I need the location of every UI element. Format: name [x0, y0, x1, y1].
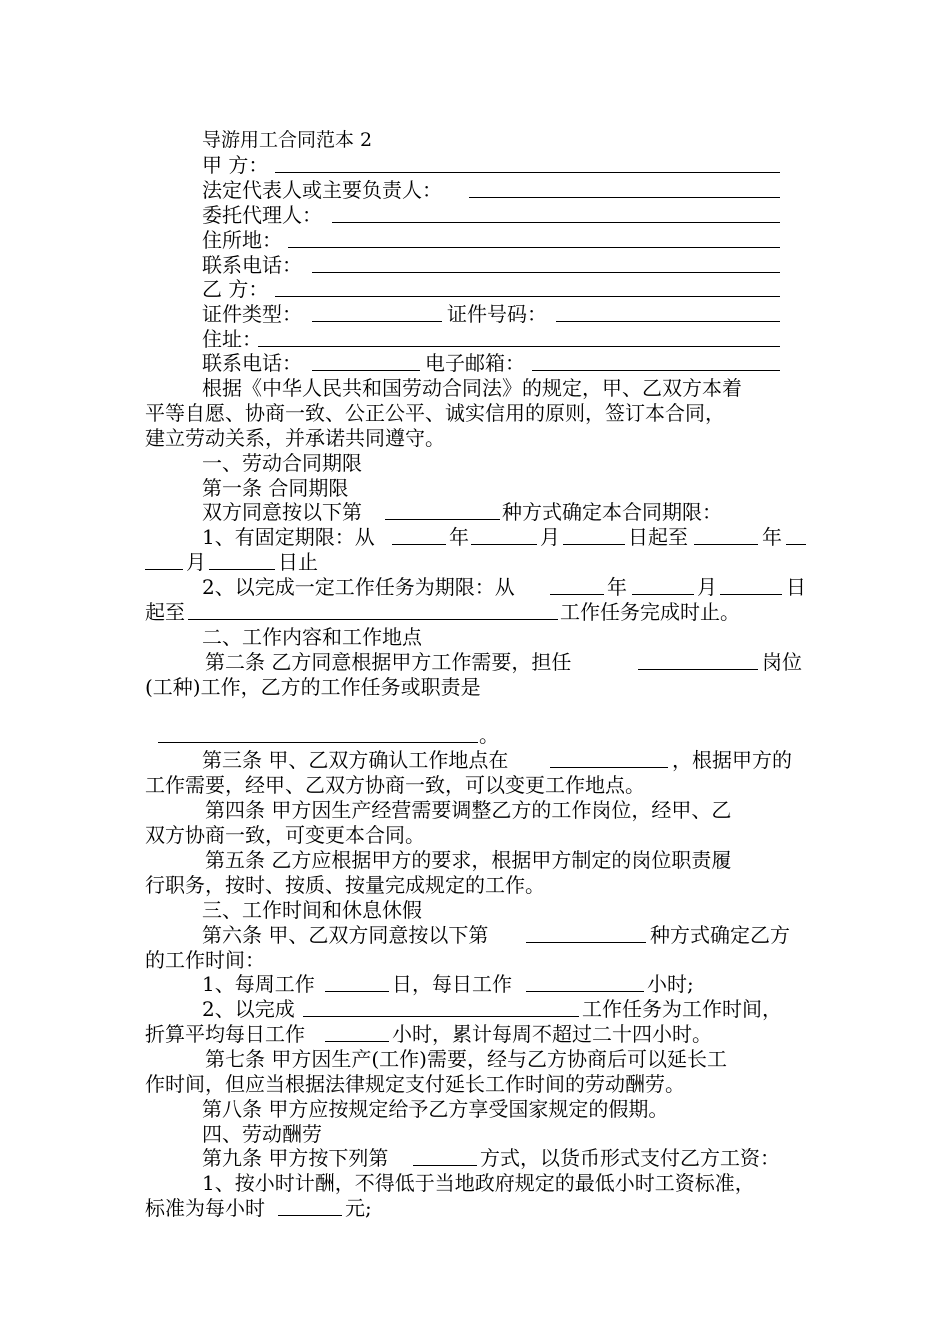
party-a-address-blank[interactable]	[288, 247, 780, 248]
art9-opt1-c: 元;	[345, 1196, 372, 1220]
art2-duty-blank[interactable]	[158, 742, 478, 743]
art3-line-a: 第三条 甲、乙双方确认工作地点在	[202, 748, 509, 772]
art5-line-b: 行职务，按时、按质、按量完成规定的工作。	[145, 873, 545, 897]
art6-opt2-d: 小时，累计每周不超过二十四小时。	[392, 1022, 712, 1046]
art6-line-c: 的工作时间：	[145, 948, 265, 972]
party-a-phone-label: 联系电话：	[202, 253, 302, 277]
art2-position-blank[interactable]	[638, 669, 758, 670]
art6-hours-blank[interactable]	[526, 991, 644, 992]
opt1-year1-blank[interactable]	[392, 544, 446, 545]
opt2-day-label: 日	[786, 575, 806, 599]
art9-line-b: 方式，以货币形式支付乙方工资：	[480, 1146, 780, 1170]
art1-intro-b: 种方式确定本合同期限：	[502, 500, 722, 524]
opt1-month2-blank-b[interactable]	[145, 569, 183, 570]
art6-line-b: 种方式确定乙方	[650, 923, 790, 947]
art2-line-a: 第二条 乙方同意根据甲方工作需要，担任	[205, 650, 572, 674]
party-a-rep-label: 法定代表人或主要负责人：	[202, 178, 442, 202]
party-b-address-label: 住址：	[202, 327, 262, 351]
art1-opt2-c: 工作任务完成时止。	[560, 600, 740, 624]
party-b-phone-label: 联系电话：	[202, 351, 302, 375]
opt1-day1-blank[interactable]	[563, 544, 625, 545]
art6-avg-hours-blank[interactable]	[325, 1041, 389, 1042]
page-title: 导游用工合同范本 2	[202, 129, 373, 151]
party-a-label: 甲 方：	[202, 153, 269, 177]
party-b-address-blank[interactable]	[258, 346, 780, 347]
party-b-blank[interactable]	[275, 296, 780, 297]
opt2-month-label: 月	[697, 575, 717, 599]
art2-line-c: (工种)工作，乙方的工作任务或职责是	[145, 675, 481, 699]
art6-method-blank[interactable]	[526, 942, 646, 943]
party-b-id-type-blank[interactable]	[312, 321, 442, 322]
section-2-heading: 二、工作内容和工作地点	[202, 625, 422, 649]
opt1-month2-blank-a[interactable]	[786, 544, 806, 545]
art4-line-a: 第四条 甲方因生产经营需要调整乙方的工作岗位，经甲、乙	[205, 798, 732, 822]
preamble-line-3: 建立劳动关系，并承诺共同遵守。	[145, 426, 445, 450]
art9-hourly-rate-blank[interactable]	[278, 1215, 342, 1216]
party-b-id-no-label: 证件号码：	[447, 302, 547, 326]
art9-opt1-a: 1、按小时计酬，不得低于当地政府规定的最低小时工资标准，	[202, 1171, 755, 1195]
art6-opt1-c: 小时;	[647, 972, 694, 996]
party-a-agent-blank[interactable]	[332, 222, 780, 223]
party-a-blank[interactable]	[275, 172, 780, 173]
party-a-agent-label: 委托代理人：	[202, 203, 322, 227]
art1-opt1-a: 1、有固定期限：从	[202, 525, 375, 549]
section-1-heading: 一、劳动合同期限	[202, 451, 362, 475]
opt1-month1-blank[interactable]	[471, 544, 537, 545]
art6-opt2-a: 2、以完成	[202, 997, 295, 1021]
party-a-address-label: 住所地：	[202, 228, 282, 252]
party-b-email-blank[interactable]	[532, 370, 780, 371]
art9-opt1-b: 标准为每小时	[145, 1196, 265, 1220]
opt1-month1-label: 月	[540, 525, 560, 549]
opt1-year2-blank[interactable]	[694, 544, 758, 545]
art1-method-blank[interactable]	[385, 519, 500, 520]
party-b-email-label: 电子邮箱：	[425, 351, 525, 375]
article-1-title: 第一条 合同期限	[202, 476, 349, 500]
opt1-day1-label: 日起至	[628, 525, 688, 549]
opt1-month2-label: 月	[186, 550, 206, 574]
art1-opt2-b: 起至	[145, 600, 185, 624]
art9-method-blank[interactable]	[413, 1165, 477, 1166]
party-b-phone-blank[interactable]	[312, 370, 420, 371]
opt2-day-blank[interactable]	[720, 594, 782, 595]
art2-line-b: 岗位	[762, 650, 802, 674]
party-a-rep-blank[interactable]	[469, 197, 780, 198]
opt2-year-blank[interactable]	[550, 594, 604, 595]
opt1-day2-blank[interactable]	[209, 569, 275, 570]
art6-opt1-a: 1、每周工作	[202, 972, 315, 996]
party-b-label: 乙 方：	[202, 277, 269, 301]
art1-intro-a: 双方同意按以下第	[202, 500, 362, 524]
party-b-id-type-label: 证件类型：	[202, 302, 302, 326]
art4-line-b: 双方协商一致，可变更本合同。	[145, 823, 425, 847]
party-b-id-no-blank[interactable]	[556, 321, 780, 322]
opt2-task-blank[interactable]	[188, 619, 558, 620]
art6-opt2-c: 折算平均每日工作	[145, 1022, 305, 1046]
preamble-line-2: 平等自愿、协商一致、公正公平、诚实信用的原则，签订本合同，	[145, 401, 725, 425]
art6-line-a: 第六条 甲、乙双方同意按以下第	[202, 923, 489, 947]
art6-task-blank[interactable]	[303, 1016, 579, 1017]
art6-opt2-b: 工作任务为工作时间，	[582, 997, 782, 1021]
section-4-heading: 四、劳动酬劳	[202, 1122, 322, 1146]
preamble-line-1: 根据《中华人民共和国劳动合同法》的规定，甲、乙双方本着	[202, 376, 742, 400]
art5-line-a: 第五条 乙方应根据甲方的要求，根据甲方制定的岗位职责履	[205, 848, 732, 872]
opt1-end-label: 日止	[278, 550, 318, 574]
art8-line: 第八条 甲方应按规定给予乙方享受国家规定的假期。	[202, 1097, 669, 1121]
opt1-year2-label: 年	[762, 525, 782, 549]
art1-opt2-a: 2、以完成一定工作任务为期限：从	[202, 575, 515, 599]
section-3-heading: 三、工作时间和休息休假	[202, 898, 422, 922]
art7-line-b: 作时间，但应当根据法律规定支付延长工作时间的劳动酬劳。	[145, 1072, 685, 1096]
art3-line-b: ，根据甲方的	[672, 748, 792, 772]
opt2-year-label: 年	[607, 575, 627, 599]
art6-opt1-b: 日，每日工作	[392, 972, 512, 996]
art7-line-a: 第七条 甲方因生产(工作)需要，经与乙方协商后可以延长工	[205, 1047, 727, 1071]
art9-line-a: 第九条 甲方按下列第	[202, 1146, 389, 1170]
art3-line-c: 工作需要，经甲、乙双方协商一致，可以变更工作地点。	[145, 773, 645, 797]
opt1-year1-label: 年	[449, 525, 469, 549]
art3-location-blank[interactable]	[550, 767, 668, 768]
party-a-phone-blank[interactable]	[312, 272, 780, 273]
art6-days-blank[interactable]	[325, 991, 389, 992]
opt2-month-blank[interactable]	[632, 594, 694, 595]
art2-end: 。	[479, 723, 499, 747]
